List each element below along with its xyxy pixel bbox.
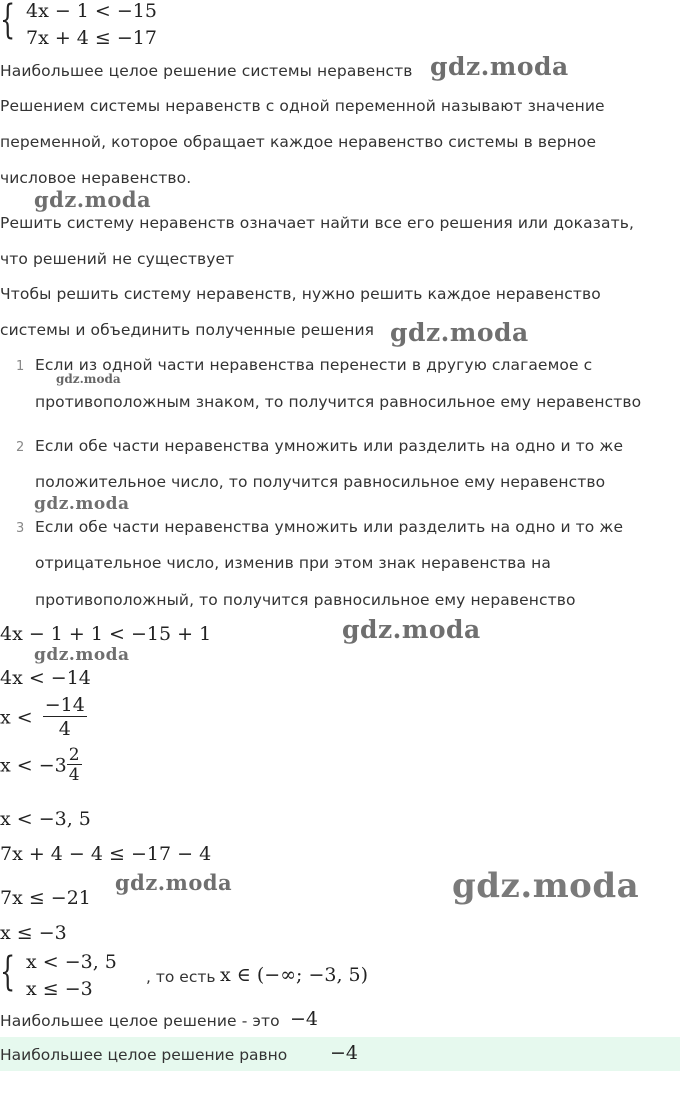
system-line-1: 4x − 1 < −15: [26, 0, 157, 22]
watermark: gdz.moda: [115, 870, 233, 895]
step-4: x < −3 $\frac{2}{4}$: [0, 745, 80, 785]
theory-text: Решить систему неравенств означает найти все его решения или доказать,: [0, 214, 635, 232]
watermark: gdz.moda: [56, 372, 121, 386]
rule-text: Если из одной части неравенства перенести в другую слагаемое с: [35, 356, 593, 374]
answer-box: [0, 1037, 680, 1071]
watermark: gdz.moda: [430, 52, 569, 81]
step-8: x ≤ −3: [0, 922, 67, 944]
rule-text: положительное число, то получится равносильное ему неравенство: [35, 473, 606, 491]
rule-text: противоположным знаком, то получится равносильное ему неравенство: [35, 393, 642, 411]
watermark: gdz.moda: [34, 187, 152, 212]
fraction: $\frac{-14}{4}$: [44, 694, 85, 740]
fraction: $\frac{2}{4}$: [68, 745, 80, 785]
watermark: gdz.moda: [342, 615, 481, 644]
step-3: x < $\frac{-14}{4}$: [0, 694, 85, 740]
system2-line-1: x < −3, 5: [26, 951, 117, 973]
answer-text: Наибольшее целое решение равно: [0, 1046, 288, 1064]
rule-text: Если обе части неравенства умножить или разделить на одно и то же: [35, 437, 624, 455]
system-brace: {: [0, 0, 16, 43]
answer-value: −4: [330, 1042, 359, 1064]
rule-number: 3: [16, 521, 25, 536]
system2-line-2: x ≤ −3: [26, 978, 93, 1000]
conclusion-text: Наибольшее целое решение - это: [0, 1012, 280, 1030]
rule-text: противоположный, то получится равносильное ему неравенство: [35, 591, 576, 609]
step-2: 4x < −14: [0, 667, 91, 689]
rule-text: отрицательное число, изменив при этом знак неравенства на: [35, 554, 552, 572]
step-6: 7x + 4 − 4 ≤ −17 − 4: [0, 843, 212, 865]
theory-text: что решений не существует: [0, 250, 235, 268]
conclusion-value: −4: [290, 1008, 319, 1030]
system-line-2: 7x + 4 ≤ −17: [26, 27, 157, 49]
that-is-text: , то есть: [146, 968, 216, 986]
step-7: 7x ≤ −21: [0, 887, 91, 909]
theory-text: Решением системы неравенств с одной переменной называют значение: [0, 97, 605, 115]
rule-number: 2: [16, 440, 25, 455]
step-5: x < −3, 5: [0, 808, 91, 830]
system-brace: {: [0, 949, 16, 995]
theory-text: числовое неравенство.: [0, 169, 192, 187]
question-text: Наибольшее целое решение системы неравенств: [0, 62, 413, 80]
theory-text: системы и объединить полученные решения: [0, 321, 375, 339]
watermark: gdz.moda: [34, 494, 130, 514]
watermark: gdz.moda: [452, 866, 640, 906]
rule-text: Если обе части неравенства умножить или разделить на одно и то же: [35, 518, 624, 536]
interval: x ∈ (−∞; −3, 5): [220, 964, 369, 986]
step-1: 4x − 1 + 1 < −15 + 1: [0, 623, 212, 645]
theory-text: Чтобы решить систему неравенств, нужно решить каждое неравенство: [0, 285, 601, 303]
watermark: gdz.moda: [34, 645, 130, 665]
rule-number: 1: [16, 359, 25, 374]
theory-text: переменной, которое обращает каждое неравенство системы в верное: [0, 133, 597, 151]
watermark: gdz.moda: [390, 318, 529, 347]
